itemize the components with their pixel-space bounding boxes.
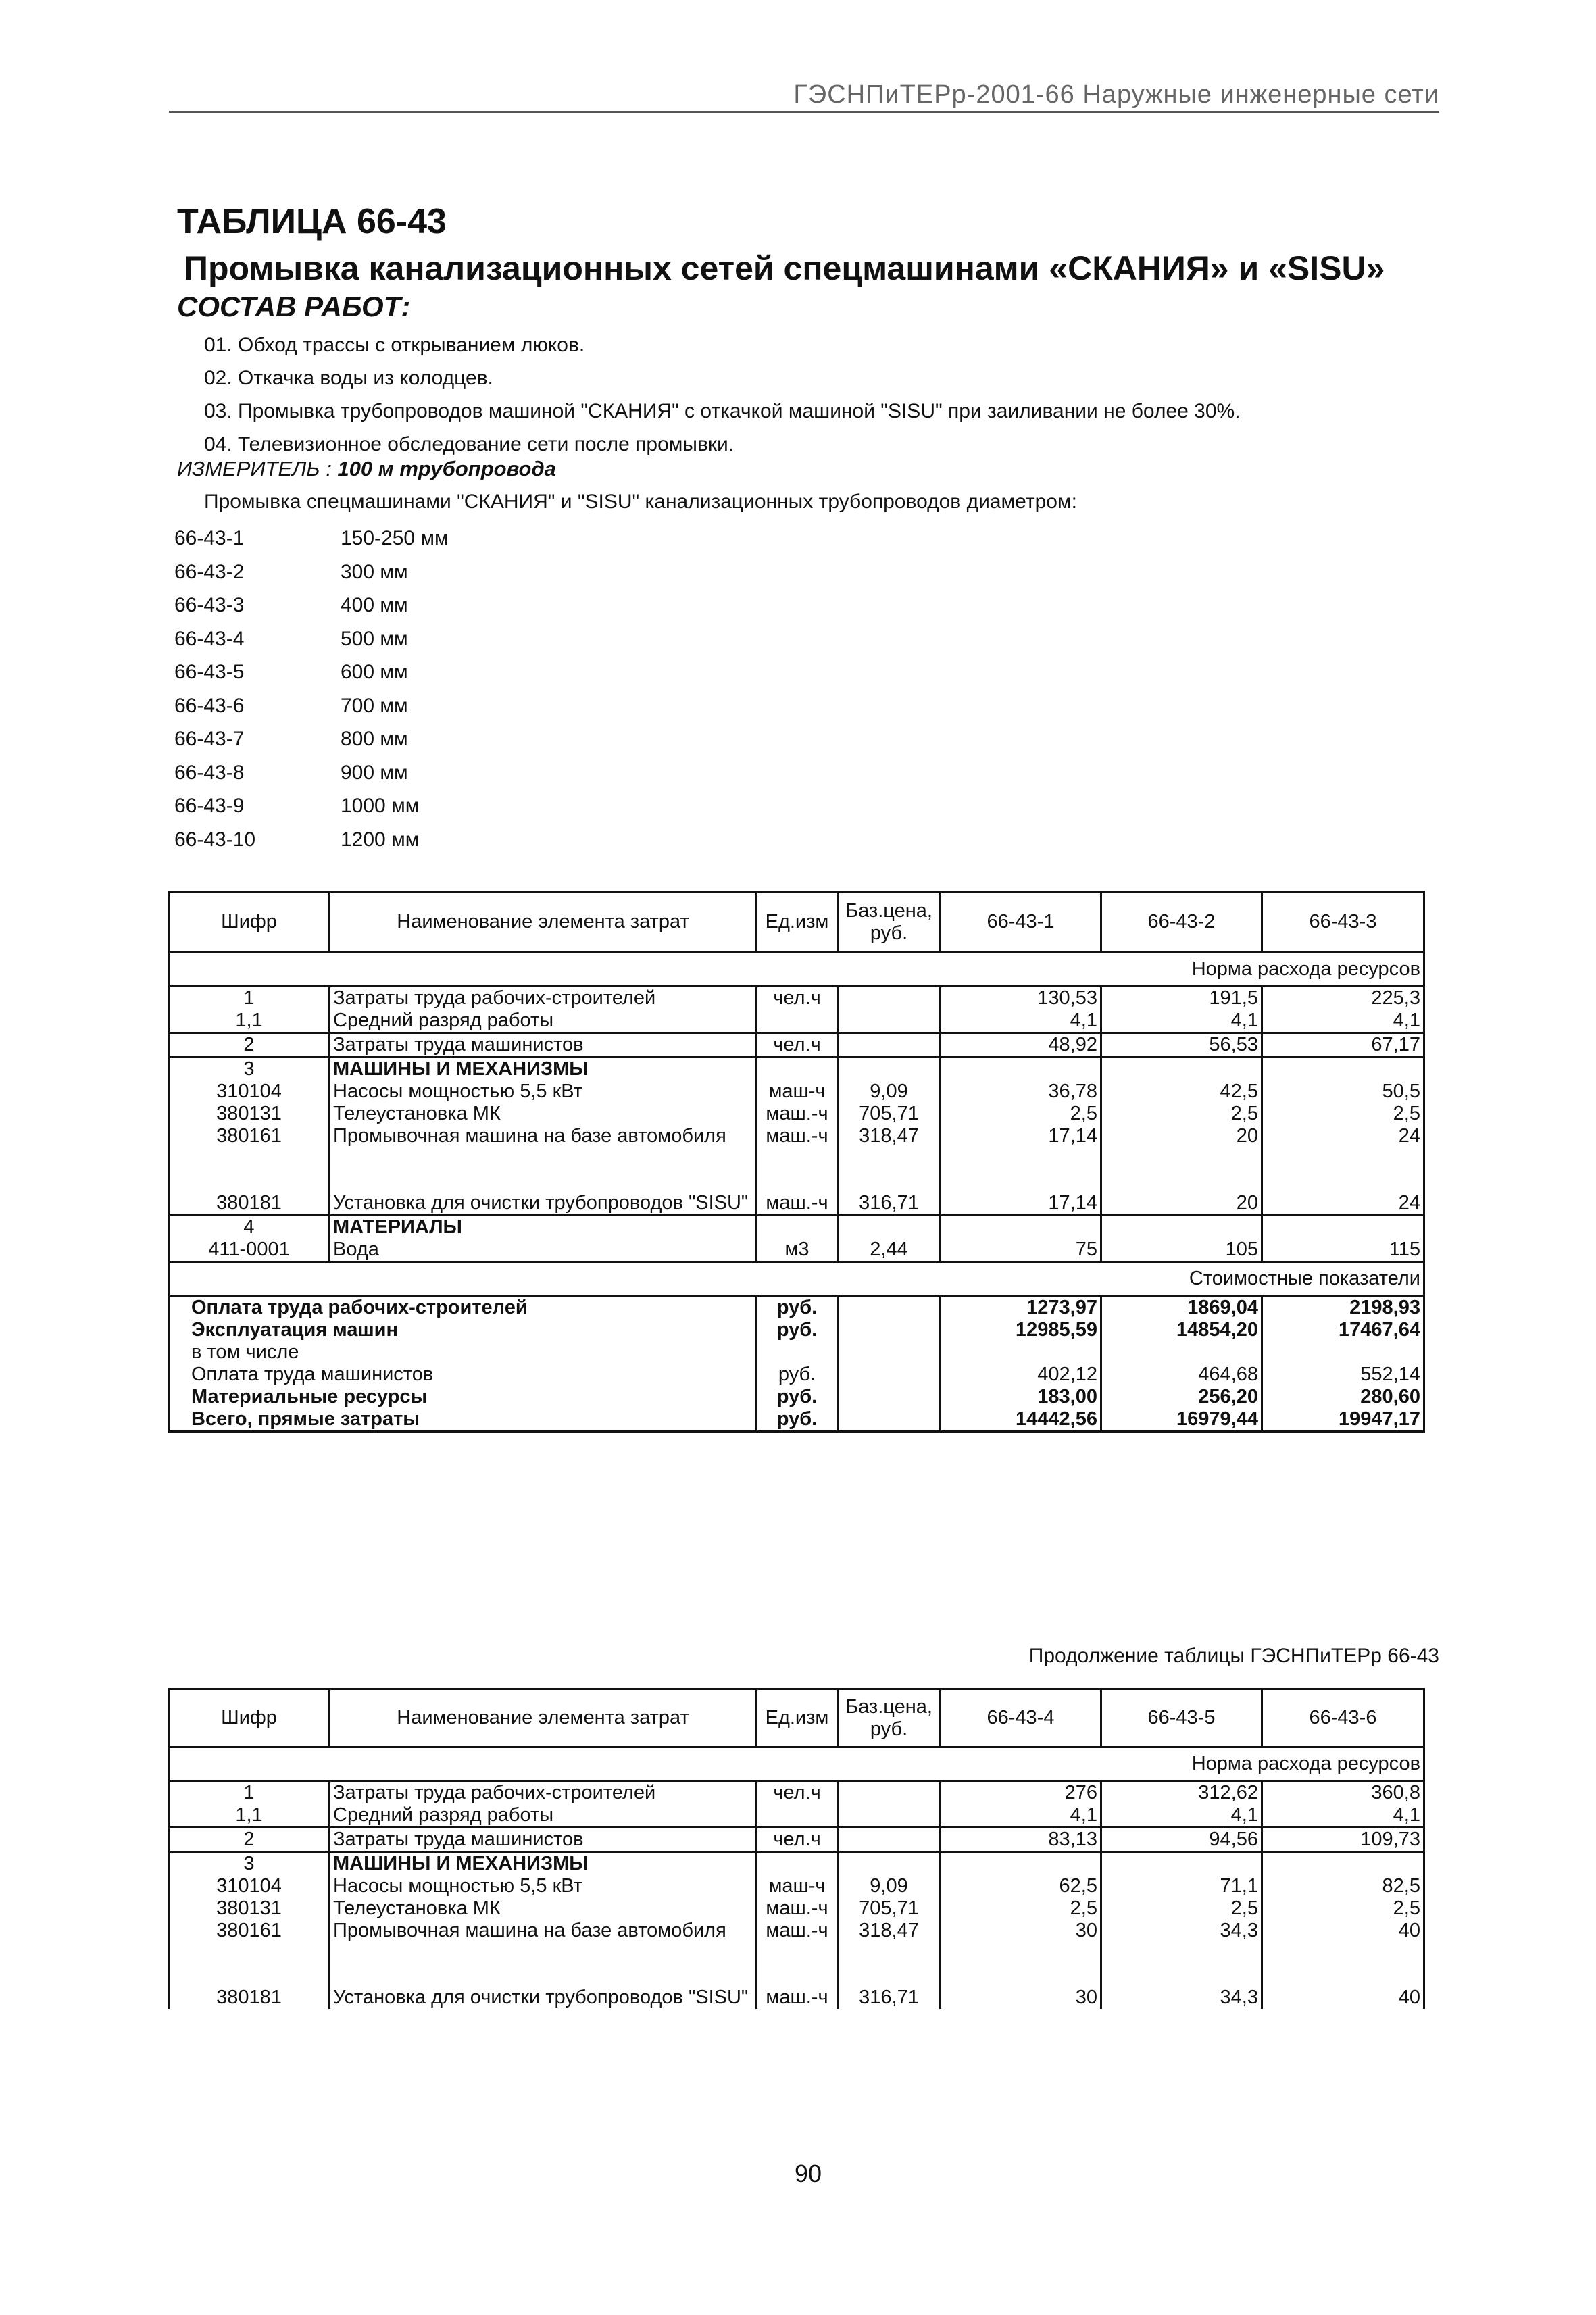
table-cell: 20 bbox=[1101, 1192, 1262, 1216]
table-number: ТАБЛИЦА 66-43 bbox=[177, 202, 447, 241]
table-cell: 83,13 bbox=[941, 1828, 1101, 1852]
resource-table-1 bbox=[168, 891, 1425, 1433]
table-cell: Телеустановка МК bbox=[330, 1897, 757, 1920]
variant-row bbox=[174, 722, 449, 756]
variant-row bbox=[174, 789, 449, 823]
table-cell: 9,09 bbox=[838, 1875, 941, 1897]
table-cell: 71,1 bbox=[1101, 1875, 1262, 1897]
header-name: Наименование элемента затрат bbox=[330, 1689, 757, 1747]
variant-code: 66-43-2 bbox=[174, 560, 245, 583]
variant-size: 1200 мм bbox=[341, 828, 420, 851]
table-cell: Телеустановка МК bbox=[330, 1103, 757, 1125]
table-cell: 411-0001 bbox=[169, 1239, 330, 1262]
table-cell: 280,60 bbox=[1262, 1386, 1424, 1408]
cost-label-row bbox=[169, 1262, 1424, 1296]
table-cell: Затраты труда машинистов bbox=[330, 1828, 757, 1852]
table-cell: 16979,44 bbox=[1101, 1408, 1262, 1432]
table-row bbox=[169, 1103, 1424, 1125]
variant-code: 66-43-6 bbox=[174, 694, 245, 717]
table-cell: 20 bbox=[1101, 1125, 1262, 1147]
table-cell: руб. bbox=[757, 1386, 838, 1408]
table-cell: 19947,17 bbox=[1262, 1408, 1424, 1432]
table-cell: 276 bbox=[941, 1781, 1101, 1805]
table-cell: 48,92 bbox=[941, 1033, 1101, 1057]
table-cell: МАТЕРИАЛЫ bbox=[330, 1216, 757, 1239]
variant-code: 66-43-8 bbox=[174, 761, 245, 784]
table-cell: 62,5 bbox=[941, 1875, 1101, 1897]
table-cell: 4,1 bbox=[941, 1804, 1101, 1828]
table-cell: 17,14 bbox=[941, 1192, 1101, 1216]
table-cell: 552,14 bbox=[1262, 1364, 1424, 1386]
cost-row bbox=[169, 1386, 1424, 1408]
table-cell: Оплата труда рабочих-строителей bbox=[169, 1296, 757, 1320]
table-cell: Эксплуатация машин bbox=[169, 1319, 757, 1341]
table-cell: 4,1 bbox=[1262, 1010, 1424, 1033]
table-cell: 24 bbox=[1262, 1125, 1424, 1147]
header-unit: Ед.изм bbox=[757, 1689, 838, 1747]
table-cell: МАШИНЫ И МЕХАНИЗМЫ bbox=[330, 1852, 757, 1876]
table-cell: Установка для очистки трубопроводов "SISU" bbox=[330, 1192, 757, 1216]
table-cell: маш.-ч bbox=[757, 1192, 838, 1216]
table-cell: 1,1 bbox=[169, 1010, 330, 1033]
cost-row bbox=[169, 1408, 1424, 1432]
table-spacer-row bbox=[169, 1942, 1424, 1987]
table-cell: Материальные ресурсы bbox=[169, 1386, 757, 1408]
variant-code: 66-43-4 bbox=[174, 627, 245, 650]
variant-row bbox=[174, 555, 449, 589]
table-cell bbox=[757, 1804, 838, 1828]
table-spacer-row bbox=[169, 1147, 1424, 1192]
table-cell: 380181 bbox=[169, 1987, 330, 2009]
table-row bbox=[169, 1033, 1424, 1057]
table-cell: 4,1 bbox=[1101, 1010, 1262, 1033]
table-cell: 380131 bbox=[169, 1103, 330, 1125]
norm-label-row bbox=[169, 1747, 1424, 1781]
variant-size: 300 мм bbox=[341, 560, 408, 583]
table-cell: 2,5 bbox=[1262, 1897, 1424, 1920]
variant-row bbox=[174, 589, 449, 622]
table-cell: 402,12 bbox=[941, 1364, 1101, 1386]
table-cell: 312,62 bbox=[1101, 1781, 1262, 1805]
table-cell: Всего, прямые затраты bbox=[169, 1408, 757, 1432]
table-cell: м3 bbox=[757, 1239, 838, 1262]
section-row bbox=[169, 1852, 1424, 1876]
table-cell: 40 bbox=[1262, 1920, 1424, 1942]
table-cell: 2,5 bbox=[1101, 1897, 1262, 1920]
running-header: ГЭСНПиТЕРр-2001-66 Наружные инженерные сети bbox=[793, 80, 1439, 109]
header-unit: Ед.изм bbox=[757, 892, 838, 953]
table-cell bbox=[838, 1828, 941, 1852]
table-cell: 75 bbox=[941, 1239, 1101, 1262]
table-cell: 67,17 bbox=[1262, 1033, 1424, 1057]
table-cell: 380161 bbox=[169, 1920, 330, 1942]
norm-label-row bbox=[169, 953, 1424, 987]
table-cell bbox=[838, 1781, 941, 1805]
table-cell: 24 bbox=[1262, 1192, 1424, 1216]
table-cell: 2 bbox=[169, 1033, 330, 1057]
table-cell: 115 bbox=[1262, 1239, 1424, 1262]
variant-code: 66-43-3 bbox=[174, 594, 245, 616]
meter-line bbox=[177, 457, 556, 481]
table-cell: в том числе bbox=[169, 1341, 757, 1364]
header-code: Шифр bbox=[169, 892, 330, 953]
table-cell bbox=[1101, 1341, 1262, 1364]
table-cell: 705,71 bbox=[838, 1103, 941, 1125]
table-cell: 1869,04 bbox=[1101, 1296, 1262, 1320]
table-cell: 30 bbox=[941, 1987, 1101, 2009]
table-row bbox=[169, 1804, 1424, 1828]
header-col: 66-43-5 bbox=[1101, 1689, 1262, 1747]
table-cell: 360,8 bbox=[1262, 1781, 1424, 1805]
table-cell: 310104 bbox=[169, 1875, 330, 1897]
table-cell: чел.ч bbox=[757, 1781, 838, 1805]
table-cell: 17467,64 bbox=[1262, 1319, 1424, 1341]
table-cell: чел.ч bbox=[757, 1828, 838, 1852]
work-item: 04. Телевизионное обследование сети после промывки. bbox=[204, 433, 734, 455]
table-cell: маш-ч bbox=[757, 1875, 838, 1897]
table-cell: МАШИНЫ И МЕХАНИЗМЫ bbox=[330, 1057, 757, 1081]
section-row bbox=[169, 1057, 1424, 1081]
table-cell: Затраты труда рабочих-строителей bbox=[330, 1781, 757, 1805]
section-row bbox=[169, 1216, 1424, 1239]
table-cell: 130,53 bbox=[941, 987, 1101, 1010]
table-cell: 34,3 bbox=[1101, 1920, 1262, 1942]
table-cell: 2198,93 bbox=[1262, 1296, 1424, 1320]
work-item: 01. Обход трассы с открыванием люков. bbox=[204, 334, 585, 356]
table-cell: 14442,56 bbox=[941, 1408, 1101, 1432]
table-cell: 105 bbox=[1101, 1239, 1262, 1262]
table-cell: Насосы мощностью 5,5 кВт bbox=[330, 1875, 757, 1897]
table-cell: 12985,59 bbox=[941, 1319, 1101, 1341]
variant-row bbox=[174, 689, 449, 723]
table-cell: 50,5 bbox=[1262, 1080, 1424, 1103]
table-cell bbox=[838, 1804, 941, 1828]
table-cell: 17,14 bbox=[941, 1125, 1101, 1147]
table-cell: маш.-ч bbox=[757, 1897, 838, 1920]
cost-row bbox=[169, 1296, 1424, 1320]
table-cell: 256,20 bbox=[1101, 1386, 1262, 1408]
table-row bbox=[169, 1010, 1424, 1033]
variant-row bbox=[174, 522, 449, 555]
table-cell: маш-ч bbox=[757, 1080, 838, 1103]
table-cell: 42,5 bbox=[1101, 1080, 1262, 1103]
table-cell: Насосы мощностью 5,5 кВт bbox=[330, 1080, 757, 1103]
table-cell: руб. bbox=[757, 1319, 838, 1341]
table-cell: Оплата труда машинистов bbox=[169, 1364, 757, 1386]
intro-text: Промывка спецмашинами "СКАНИЯ" и "SISU" канализационных трубопроводов диаметром: bbox=[204, 491, 1077, 513]
table-row bbox=[169, 1920, 1424, 1942]
table-cell: 2,44 bbox=[838, 1239, 941, 1262]
work-composition-heading: СОСТАВ РАБОТ: bbox=[177, 291, 411, 322]
header-col: 66-43-2 bbox=[1101, 892, 1262, 953]
table-cell: 318,47 bbox=[838, 1920, 941, 1942]
table-cell: 4,1 bbox=[941, 1010, 1101, 1033]
header-col: 66-43-4 bbox=[941, 1689, 1101, 1747]
table-header-row bbox=[169, 1689, 1424, 1747]
variants-list bbox=[174, 522, 449, 856]
table-cell: маш.-ч bbox=[757, 1920, 838, 1942]
header-price: Баз.цена, руб. bbox=[838, 1689, 941, 1747]
header-price: Баз.цена, руб. bbox=[838, 892, 941, 953]
work-item: 02. Откачка воды из колодцев. bbox=[204, 367, 493, 389]
table-cell: 318,47 bbox=[838, 1125, 941, 1147]
table-cell: 3 bbox=[169, 1852, 330, 1876]
variant-size: 600 мм bbox=[341, 661, 408, 683]
table-cell: 464,68 bbox=[1101, 1364, 1262, 1386]
variant-row bbox=[174, 756, 449, 790]
table-row bbox=[169, 1828, 1424, 1852]
table-cell: 191,5 bbox=[1101, 987, 1262, 1010]
table-cell: маш.-ч bbox=[757, 1103, 838, 1125]
table-row bbox=[169, 1781, 1424, 1805]
table-cell: 34,3 bbox=[1101, 1987, 1262, 2009]
table-header-row bbox=[169, 892, 1424, 953]
table-row bbox=[169, 1239, 1424, 1262]
cost-label: Стоимостные показатели bbox=[169, 1262, 1424, 1296]
table-cell: Промывочная машина на базе автомобиля bbox=[330, 1920, 757, 1942]
table-cell: 310104 bbox=[169, 1080, 330, 1103]
table-cell: 4,1 bbox=[1262, 1804, 1424, 1828]
variant-size: 400 мм bbox=[341, 594, 408, 616]
table-cell: Установка для очистки трубопроводов "SISU" bbox=[330, 1987, 757, 2009]
variant-row bbox=[174, 622, 449, 656]
header-col: 66-43-6 bbox=[1262, 1689, 1424, 1747]
header-col: 66-43-3 bbox=[1262, 892, 1424, 953]
work-list bbox=[204, 328, 1241, 461]
resource-table-2 bbox=[168, 1688, 1425, 2009]
table-cell: 1 bbox=[169, 987, 330, 1010]
table-cell: 3 bbox=[169, 1057, 330, 1081]
table-row bbox=[169, 1192, 1424, 1216]
table-cell: 1 bbox=[169, 1781, 330, 1805]
table-cell: Затраты труда рабочих-строителей bbox=[330, 987, 757, 1010]
page-number: 90 bbox=[795, 2160, 822, 2187]
table-cell: 30 bbox=[941, 1920, 1101, 1942]
meter-value: 100 м трубопровода bbox=[337, 457, 556, 480]
continuation-caption: Продолжение таблицы ГЭСНПиТЕРр 66-43 bbox=[1028, 1645, 1439, 1667]
table-cell: 9,09 bbox=[838, 1080, 941, 1103]
table-cell: маш.-ч bbox=[757, 1987, 838, 2009]
table-title: Промывка канализационных сетей спецмашинами «СКАНИЯ» и «SISU» bbox=[184, 249, 1385, 287]
header-rule bbox=[169, 111, 1439, 113]
header-col: 66-43-1 bbox=[941, 892, 1101, 953]
variant-row bbox=[174, 823, 449, 857]
variant-row bbox=[174, 655, 449, 689]
table-cell: 40 bbox=[1262, 1987, 1424, 2009]
table-cell: чел.ч bbox=[757, 1033, 838, 1057]
table-cell: руб. bbox=[757, 1296, 838, 1320]
header-name: Наименование элемента затрат bbox=[330, 892, 757, 953]
table-cell: 14854,20 bbox=[1101, 1319, 1262, 1341]
table-cell bbox=[1262, 1341, 1424, 1364]
variant-code: 66-43-9 bbox=[174, 795, 245, 817]
table-cell: руб. bbox=[757, 1364, 838, 1386]
header-code: Шифр bbox=[169, 1689, 330, 1747]
table-cell bbox=[757, 1010, 838, 1033]
norm-label: Норма расхода ресурсов bbox=[169, 1747, 1424, 1781]
table-cell: 705,71 bbox=[838, 1897, 941, 1920]
table-cell bbox=[838, 987, 941, 1010]
table-cell: маш.-ч bbox=[757, 1125, 838, 1147]
table-cell: Затраты труда машинистов bbox=[330, 1033, 757, 1057]
table-cell: 82,5 bbox=[1262, 1875, 1424, 1897]
table-cell: 2,5 bbox=[941, 1103, 1101, 1125]
table-cell: 380131 bbox=[169, 1897, 330, 1920]
table-cell: руб. bbox=[757, 1408, 838, 1432]
variant-code: 66-43-10 bbox=[174, 828, 256, 851]
table-cell: Промывочная машина на базе автомобиля bbox=[330, 1125, 757, 1147]
table-cell: 109,73 bbox=[1262, 1828, 1424, 1852]
table-cell: Вода bbox=[330, 1239, 757, 1262]
table-cell: Средний разряд работы bbox=[330, 1804, 757, 1828]
variant-size: 500 мм bbox=[341, 627, 408, 650]
table-cell: 2,5 bbox=[1262, 1103, 1424, 1125]
table-cell: 380181 bbox=[169, 1192, 330, 1216]
table-cell: 380161 bbox=[169, 1125, 330, 1147]
table-cell: 2 bbox=[169, 1828, 330, 1852]
variant-size: 900 мм bbox=[341, 761, 408, 784]
table-cell: 225,3 bbox=[1262, 987, 1424, 1010]
table-cell: чел.ч bbox=[757, 987, 838, 1010]
table-cell: 316,71 bbox=[838, 1192, 941, 1216]
table-cell: 4 bbox=[169, 1216, 330, 1239]
table-cell bbox=[838, 1033, 941, 1057]
meter-label: ИЗМЕРИТЕЛЬ : bbox=[177, 457, 332, 480]
table-row bbox=[169, 1125, 1424, 1147]
variant-code: 66-43-7 bbox=[174, 728, 245, 750]
table-cell: 2,5 bbox=[941, 1897, 1101, 1920]
variant-code: 66-43-1 bbox=[174, 527, 245, 549]
table-cell bbox=[941, 1341, 1101, 1364]
table-cell: 1,1 bbox=[169, 1804, 330, 1828]
table-cell bbox=[838, 1010, 941, 1033]
table-cell: 2,5 bbox=[1101, 1103, 1262, 1125]
table-cell: 36,78 bbox=[941, 1080, 1101, 1103]
table-row bbox=[169, 1987, 1424, 2009]
table-row bbox=[169, 1080, 1424, 1103]
variant-code: 66-43-5 bbox=[174, 661, 245, 683]
variant-size: 700 мм bbox=[341, 694, 408, 717]
table-cell: 1273,97 bbox=[941, 1296, 1101, 1320]
table-row bbox=[169, 987, 1424, 1010]
table-cell: Средний разряд работы bbox=[330, 1010, 757, 1033]
cost-row bbox=[169, 1319, 1424, 1341]
variant-size: 800 мм bbox=[341, 728, 408, 750]
table-row bbox=[169, 1897, 1424, 1920]
variant-size: 1000 мм bbox=[341, 795, 420, 817]
table-cell: 183,00 bbox=[941, 1386, 1101, 1408]
cost-row bbox=[169, 1364, 1424, 1386]
table-cell: 316,71 bbox=[838, 1987, 941, 2009]
table-cell bbox=[757, 1341, 838, 1364]
table-cell: 56,53 bbox=[1101, 1033, 1262, 1057]
table-cell: 94,56 bbox=[1101, 1828, 1262, 1852]
table-row bbox=[169, 1875, 1424, 1897]
variant-size: 150-250 мм bbox=[341, 527, 449, 549]
table-cell: 4,1 bbox=[1101, 1804, 1262, 1828]
cost-row bbox=[169, 1341, 1424, 1364]
work-item: 03. Промывка трубопроводов машиной "СКАНИЯ" с откачкой машиной "SISU" при заиливании не более 30%. bbox=[204, 400, 1241, 422]
norm-label: Норма расхода ресурсов bbox=[169, 953, 1424, 987]
